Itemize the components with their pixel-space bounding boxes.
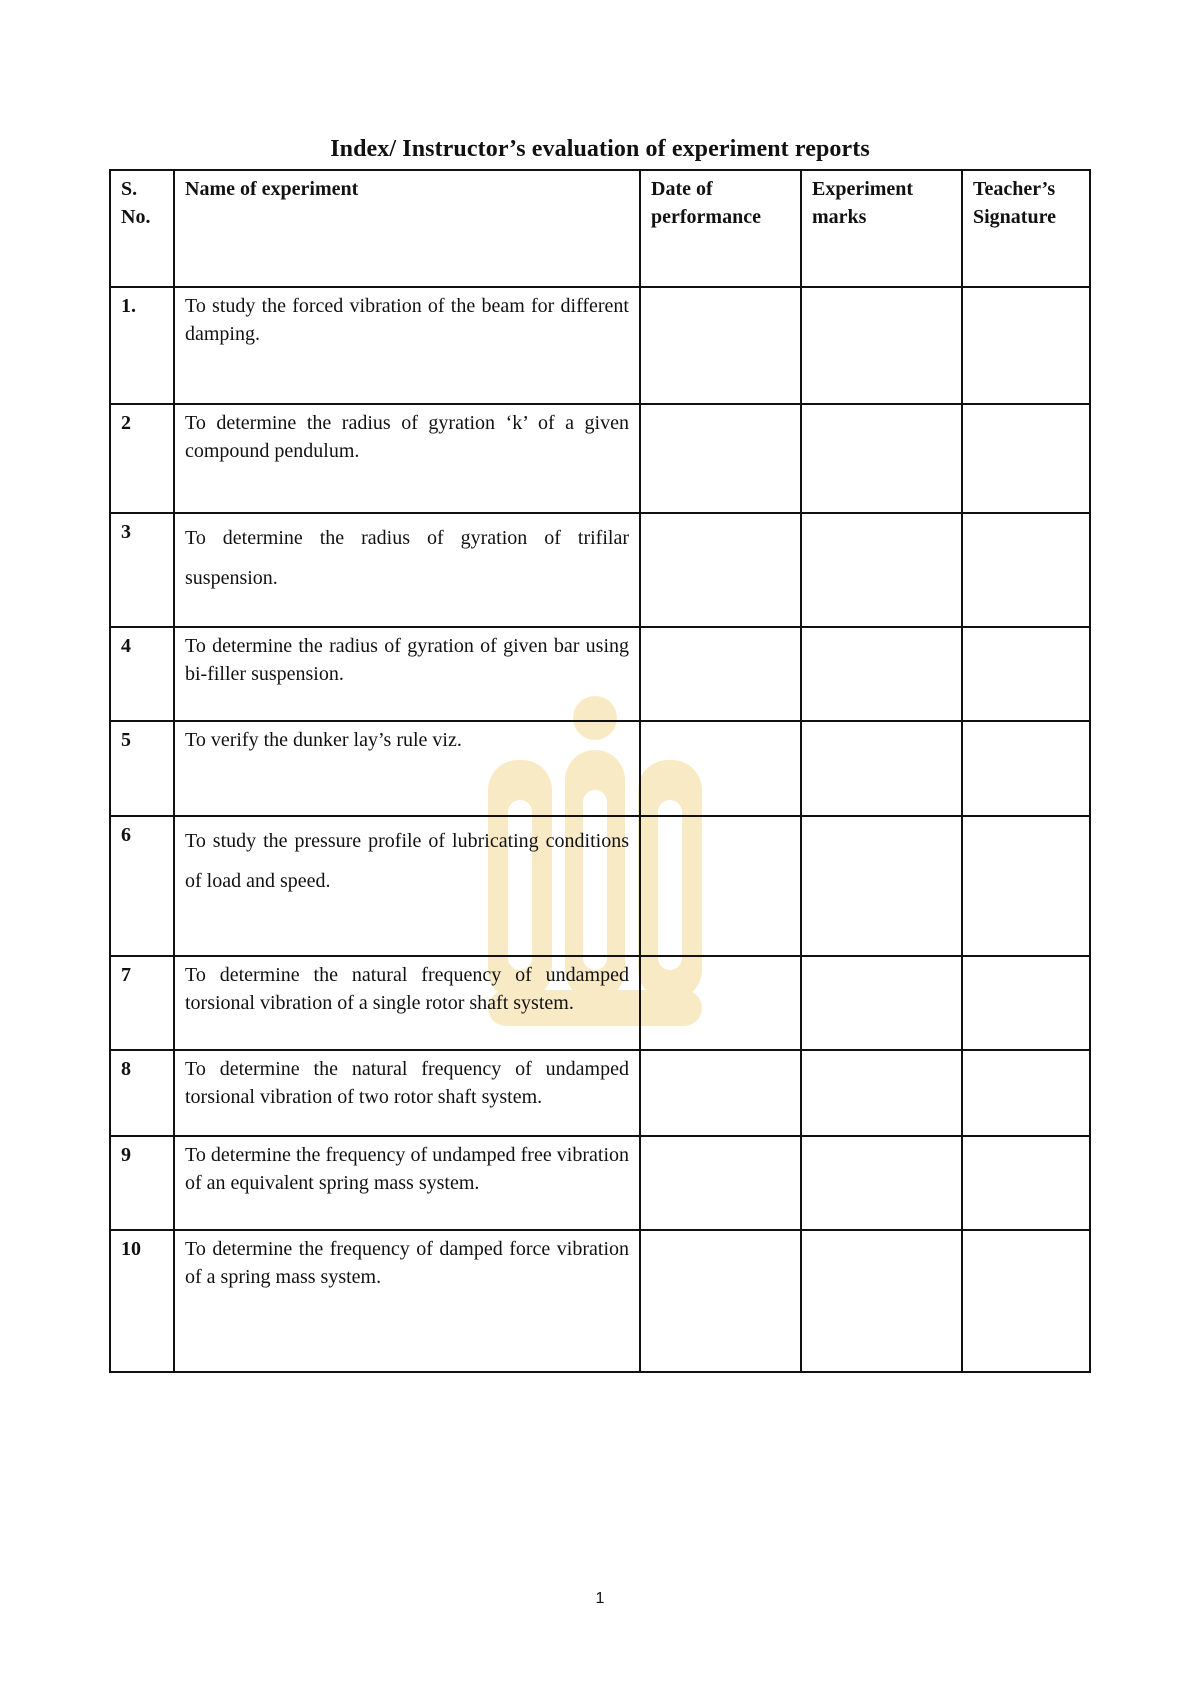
row-date-cell[interactable] [640, 404, 801, 513]
table-row [110, 513, 1090, 627]
row-signature-cell[interactable] [962, 816, 1090, 956]
row-experiment-name: To study the pressure profile of lubricating conditions of load and speed. [174, 816, 640, 956]
row-sno: 3 [110, 513, 174, 627]
row-date-cell[interactable] [640, 1136, 801, 1230]
row-sno: 4 [110, 627, 174, 721]
row-signature-cell[interactable] [962, 627, 1090, 721]
row-sno: 6 [110, 816, 174, 956]
table-row [110, 721, 1090, 816]
row-experiment-name: To determine the natural frequency of undamped torsional vibration of two rotor shaft system. [174, 1050, 640, 1136]
row-experiment-name: To verify the dunker lay’s rule viz. [174, 721, 640, 816]
experiment-index-table [109, 169, 1091, 1373]
table-row [110, 1136, 1090, 1230]
row-date-cell[interactable] [640, 1050, 801, 1136]
row-sno: 7 [110, 956, 174, 1050]
table-row [110, 404, 1090, 513]
table-row [110, 287, 1090, 404]
row-signature-cell[interactable] [962, 1050, 1090, 1136]
row-date-cell[interactable] [640, 721, 801, 816]
row-sno: 2 [110, 404, 174, 513]
row-marks-cell[interactable] [801, 287, 962, 404]
table-row [110, 1050, 1090, 1136]
row-marks-cell[interactable] [801, 1230, 962, 1372]
row-signature-cell[interactable] [962, 287, 1090, 404]
row-signature-cell[interactable] [962, 1136, 1090, 1230]
row-date-cell[interactable] [640, 627, 801, 721]
row-sno: 8 [110, 1050, 174, 1136]
row-marks-cell[interactable] [801, 956, 962, 1050]
row-experiment-name: To study the forced vibration of the beam for different damping. [174, 287, 640, 404]
row-signature-cell[interactable] [962, 404, 1090, 513]
row-marks-cell[interactable] [801, 404, 962, 513]
row-experiment-name: To determine the radius of gyration ‘k’ of a given compound pendulum. [174, 404, 640, 513]
table-row [110, 627, 1090, 721]
row-date-cell[interactable] [640, 287, 801, 404]
row-signature-cell[interactable] [962, 1230, 1090, 1372]
header-signature: Teacher’s Signature [962, 170, 1090, 287]
row-marks-cell[interactable] [801, 1050, 962, 1136]
row-date-cell[interactable] [640, 956, 801, 1050]
row-date-cell[interactable] [640, 816, 801, 956]
row-marks-cell[interactable] [801, 721, 962, 816]
row-signature-cell[interactable] [962, 956, 1090, 1050]
row-experiment-name: To determine the frequency of damped force vibration of a spring mass system. [174, 1230, 640, 1372]
row-marks-cell[interactable] [801, 513, 962, 627]
table-row [110, 816, 1090, 956]
row-date-cell[interactable] [640, 1230, 801, 1372]
table-row [110, 956, 1090, 1050]
row-marks-cell[interactable] [801, 1136, 962, 1230]
header-name: Name of experiment [174, 170, 640, 287]
header-marks: Experiment marks [801, 170, 962, 287]
row-marks-cell[interactable] [801, 816, 962, 956]
table-row [110, 1230, 1090, 1372]
row-marks-cell[interactable] [801, 627, 962, 721]
row-sno: 1. [110, 287, 174, 404]
row-experiment-name: To determine the frequency of undamped free vibration of an equivalent spring mass system. [174, 1136, 640, 1230]
row-experiment-name: To determine the natural frequency of undamped torsional vibration of a single rotor shaft system. [174, 956, 640, 1050]
row-sno: 9 [110, 1136, 174, 1230]
row-signature-cell[interactable] [962, 721, 1090, 816]
row-date-cell[interactable] [640, 513, 801, 627]
header-date: Date of performance [640, 170, 801, 287]
row-experiment-name: To determine the radius of gyration of trifilar suspension. [174, 513, 640, 627]
row-signature-cell[interactable] [962, 513, 1090, 627]
row-experiment-name: To determine the radius of gyration of given bar using bi-filler suspension. [174, 627, 640, 721]
row-sno: 5 [110, 721, 174, 816]
table-header-row [110, 170, 1090, 287]
page-number: 1 [595, 1590, 605, 1607]
header-sno: S. No. [110, 170, 174, 287]
row-sno: 10 [110, 1230, 174, 1372]
page-title: Index/ Instructor’s evaluation of experiment reports [330, 136, 870, 162]
